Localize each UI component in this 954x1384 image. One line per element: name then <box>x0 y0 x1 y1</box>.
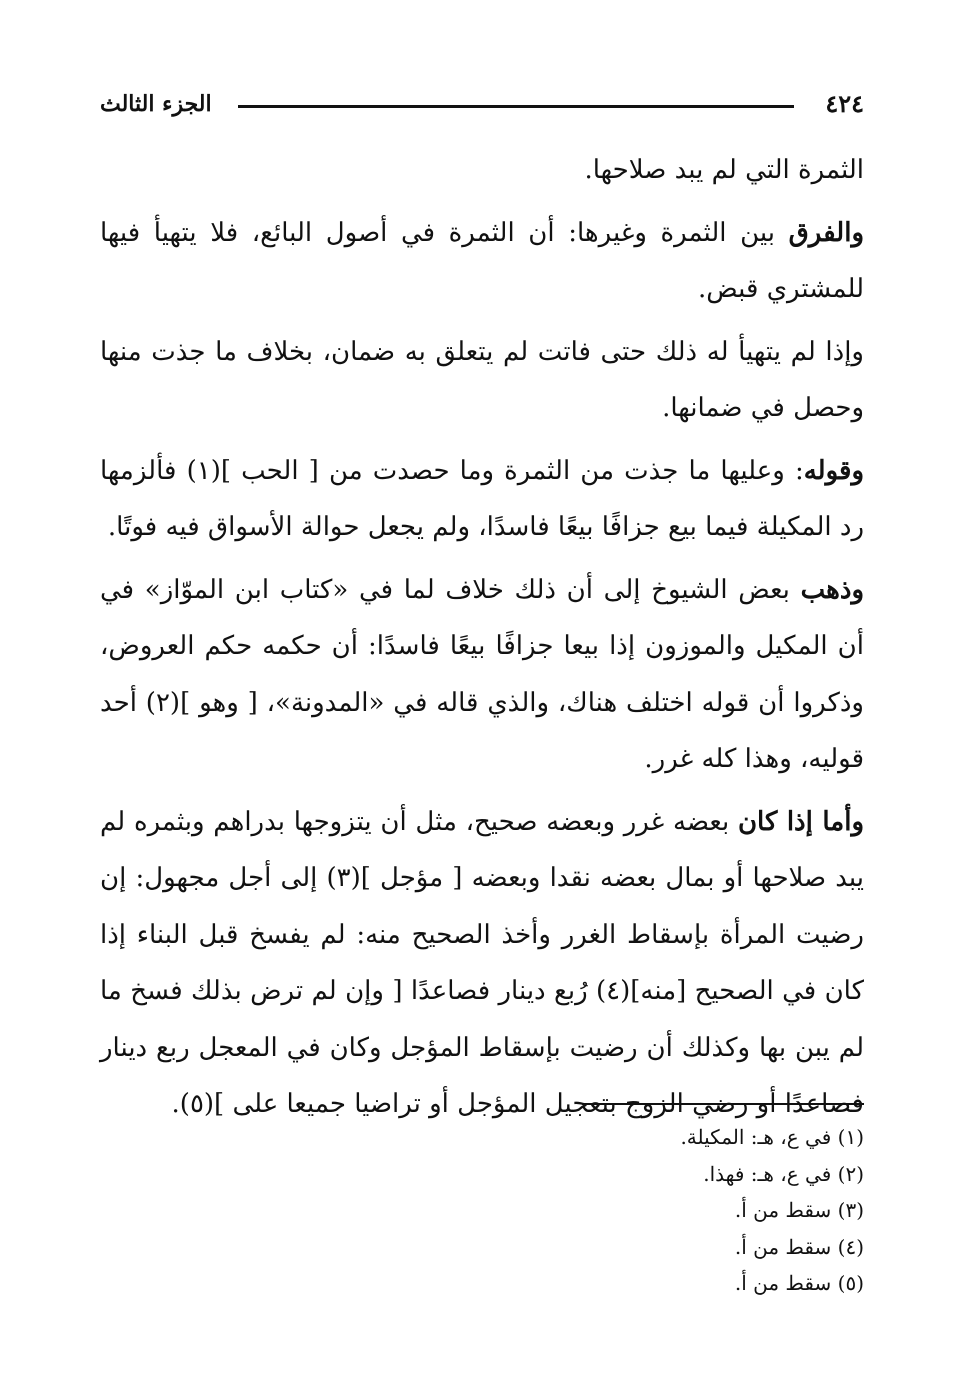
paragraph-text: : وعليها ما جذت من الثمرة وما حصدت من [ الحب ](١) فألزمها رد المكيلة فيما بيع جزافًا بيعًا فاسدًا، ولم يجعل حوالة الأسواق فيه فوتًا. <box>100 455 864 542</box>
footnote: (٣) سقط من أ. <box>734 1198 864 1222</box>
footnote: (١) في ع، هـ: المكيلة. <box>680 1125 864 1149</box>
paragraph-text: بعض الشيوخ إلى أن ذلك خلاف لما في «كتاب ابن الموّاز» في أن المكيل والموزون إذا بيعا جزافًا بيعًا فاسدًا: أن حكمه حكم العروض، وذكروا أن قوله اختلف هناك، والذي قاله في «المدونة»، [ وهو ](٢) أحد قوليه، وهذا كله غرر. <box>100 574 864 774</box>
footnote: (٤) سقط من أ. <box>734 1234 864 1259</box>
paragraph <box>100 142 864 199</box>
footnote-separator <box>582 1103 864 1105</box>
page-number: ٤٢٤ <box>825 89 864 118</box>
paragraph <box>100 562 864 788</box>
page-header <box>100 88 864 124</box>
paragraph <box>100 794 864 1133</box>
paragraph-text: الثمرة التي لم يبد صلاحها. <box>584 155 864 185</box>
paragraph <box>100 443 864 556</box>
body-text <box>100 142 864 1139</box>
paragraph-text: وإذا لم يتهيأ له ذلك حتى فاتت لم يتعلق به ضمان، بخلاف ما جذت منها وحصل في ضمانها. <box>100 336 864 423</box>
footnote: (٢) في ع، هـ: فهذا. <box>703 1161 864 1186</box>
header-rule <box>238 105 794 108</box>
paragraph-lead: وذهب <box>800 574 864 605</box>
paragraph-lead: والفرق <box>788 217 864 248</box>
paragraph-text: بين الثمرة وغيرها: أن الثمرة في أصول البائع، فلا يتهيأ فيها للمشتري قبض. <box>100 217 864 304</box>
footnote: (٥) سقط من أ. <box>734 1271 864 1295</box>
footnotes <box>444 1119 864 1302</box>
paragraph <box>100 324 864 437</box>
running-title: الجزء الثالث <box>100 91 212 117</box>
paragraph <box>100 205 864 318</box>
paragraph-text: بعضه غرر وبعضه صحيح، مثل أن يتزوجها بدراهم وبثمره لم يبد صلاحها أو بمال بعضه نقدا وبعضه [ مؤجل ](٣) إلى أجل مجهول: إن رضيت المرأة بإسقاط الغرر وأخذ الصحيح منه: لم يفسخ قبل البناء إذا كان في الصحيح [منه](٤) رُبع دينار فصاعدًا [ وإن لم ترض بذلك فسخ ما لم يبن بها وكذلك أن رضيت بإسقاط المؤجل وكان في المعجل ربع دينار فصاعدًا أو رضي الزوج بتعجيل المؤجل أو تراضيا جميعا على ](٥). <box>100 806 864 1119</box>
paragraph-lead: وقوله <box>803 455 865 486</box>
paragraph-lead: وأما إذا كان <box>737 806 864 837</box>
